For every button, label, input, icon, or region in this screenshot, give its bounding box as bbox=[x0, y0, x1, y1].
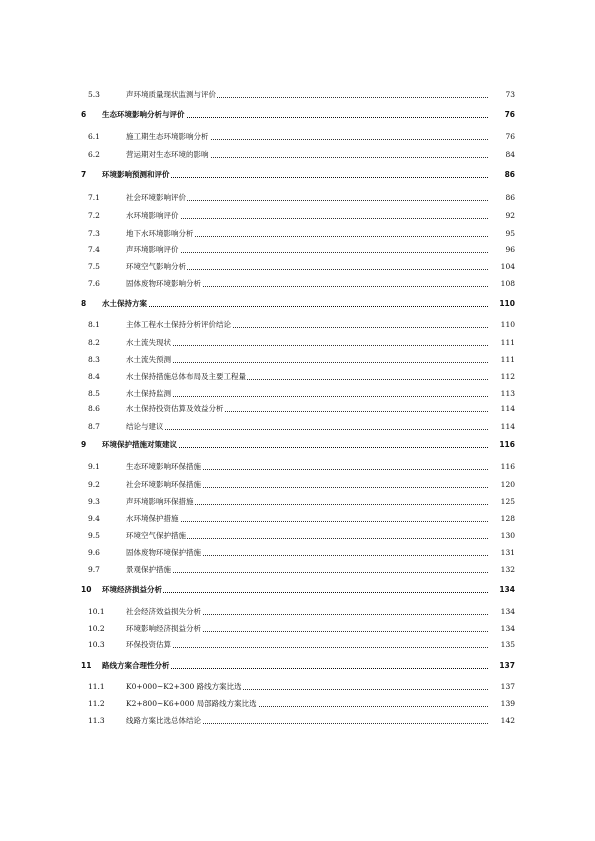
toc-page-number: 76 bbox=[488, 108, 515, 122]
toc-page-number: 114 bbox=[488, 402, 515, 416]
toc-entry-number: 7.6 bbox=[88, 279, 100, 288]
toc-entry-number: 9 bbox=[81, 440, 87, 449]
toc-entry-number: 8.1 bbox=[88, 320, 100, 329]
toc-page-number: 137 bbox=[488, 659, 515, 673]
toc-chapter-row[interactable] bbox=[0, 659, 595, 673]
toc-section-row[interactable] bbox=[0, 622, 595, 636]
toc-page-number: 84 bbox=[488, 148, 515, 162]
toc-entry-title: 环境空气保护措施 bbox=[126, 529, 187, 543]
toc-entry-title: 地下水环境影响分析 bbox=[126, 227, 195, 241]
toc-page-number: 108 bbox=[488, 277, 515, 291]
toc-entry-title: 声环境影响评价 bbox=[126, 243, 180, 257]
toc-entry-number: 7.2 bbox=[88, 211, 100, 220]
toc-entry-title: 社会环境影响环保措施 bbox=[126, 478, 202, 492]
toc-entry-title: 固体废物环境影响分析 bbox=[126, 277, 202, 291]
toc-section-row[interactable] bbox=[0, 387, 595, 401]
toc-entry-number: 9.3 bbox=[88, 497, 100, 506]
toc-chapter-row[interactable] bbox=[0, 583, 595, 597]
toc-entry-title: 水土保持措施总体布局及主要工程量 bbox=[126, 370, 247, 384]
toc-entry-title: K2+800~K6+000 局部路线方案比选 bbox=[126, 697, 258, 711]
toc-entry-title: 施工期生态环境影响分析 bbox=[126, 130, 210, 144]
toc-page-number: 86 bbox=[488, 168, 515, 182]
toc-entry-number: 7 bbox=[81, 170, 87, 179]
toc-chapter-row[interactable] bbox=[0, 168, 595, 182]
toc-entry-title: 声环境影响环保措施 bbox=[126, 495, 195, 509]
toc-page-number: 134 bbox=[488, 622, 515, 636]
toc-page-number: 116 bbox=[488, 460, 515, 474]
toc-section-row[interactable] bbox=[0, 336, 595, 350]
toc-entry-title: 生态环境影响分析与评价 bbox=[102, 108, 186, 122]
toc-section-row[interactable] bbox=[0, 546, 595, 560]
toc-entry-number: 5.3 bbox=[88, 90, 100, 99]
toc-entry-number: 8.4 bbox=[88, 372, 100, 381]
toc-chapter-row[interactable] bbox=[0, 108, 595, 122]
toc-section-row[interactable] bbox=[0, 563, 595, 577]
toc-page-number: 104 bbox=[488, 260, 515, 274]
toc-entry-number: 7.4 bbox=[88, 245, 100, 254]
toc-dot-leader bbox=[126, 572, 514, 573]
toc-section-row[interactable] bbox=[0, 478, 595, 492]
toc-section-row[interactable] bbox=[0, 420, 595, 434]
toc-entry-title: 环境保护措施对策建议 bbox=[102, 438, 178, 452]
toc-entry-number: 10.2 bbox=[88, 624, 105, 633]
toc-section-row[interactable] bbox=[0, 277, 595, 291]
toc-entry-number: 10 bbox=[81, 585, 92, 594]
toc-entry-title: 固体废物环境保护措施 bbox=[126, 546, 202, 560]
toc-entry-number: 9.1 bbox=[88, 462, 100, 471]
toc-entry-title: 水土流失预测 bbox=[126, 353, 172, 367]
toc-entry-title: 社会经济效益损失分析 bbox=[126, 605, 202, 619]
toc-page-number: 112 bbox=[488, 370, 515, 384]
toc-page-number: 131 bbox=[488, 546, 515, 560]
toc-page-number: 111 bbox=[488, 353, 515, 367]
toc-page-number: 135 bbox=[488, 638, 515, 652]
toc-entry-number: 6.1 bbox=[88, 132, 100, 141]
toc-section-row[interactable] bbox=[0, 680, 595, 694]
toc-page-number: 134 bbox=[488, 605, 515, 619]
toc-dot-leader bbox=[126, 345, 514, 346]
toc-entry-number: 7.5 bbox=[88, 262, 100, 271]
toc-section-row[interactable] bbox=[0, 130, 595, 144]
toc-section-row[interactable] bbox=[0, 495, 595, 509]
toc-entry-title: 生态环境影响环保措施 bbox=[126, 460, 202, 474]
toc-page-number: 114 bbox=[488, 420, 515, 434]
toc-entry-number: 8.6 bbox=[88, 404, 100, 413]
toc-entry-number: 7.1 bbox=[88, 193, 100, 202]
toc-page-number: 142 bbox=[488, 714, 515, 728]
toc-entry-number: 9.5 bbox=[88, 531, 100, 540]
toc-section-row[interactable] bbox=[0, 191, 595, 205]
toc-entry-number: 11 bbox=[81, 661, 92, 670]
toc-section-row[interactable] bbox=[0, 529, 595, 543]
toc-entry-title: 环境空气影响分析 bbox=[126, 260, 187, 274]
toc-page-number: 125 bbox=[488, 495, 515, 509]
toc-entry-number: 8.3 bbox=[88, 355, 100, 364]
toc-section-row[interactable] bbox=[0, 243, 595, 257]
toc-dot-leader bbox=[102, 592, 514, 593]
toc-page-number: 73 bbox=[488, 88, 515, 102]
toc-section-row[interactable] bbox=[0, 638, 595, 652]
toc-entry-title: 环保投资估算 bbox=[126, 638, 172, 652]
toc-dot-leader bbox=[126, 252, 514, 253]
toc-section-row[interactable] bbox=[0, 260, 595, 274]
toc-chapter-row[interactable] bbox=[0, 438, 595, 452]
toc-section-row[interactable] bbox=[0, 209, 595, 223]
toc-entry-number: 9.7 bbox=[88, 565, 100, 574]
toc-entry-number: 7.3 bbox=[88, 229, 100, 238]
toc-page-number: 86 bbox=[488, 191, 515, 205]
toc-section-row[interactable] bbox=[0, 88, 595, 102]
toc-page-number: 132 bbox=[488, 563, 515, 577]
toc-entry-number: 6.2 bbox=[88, 150, 100, 159]
toc-section-row[interactable] bbox=[0, 148, 595, 162]
toc-page-number: 111 bbox=[488, 336, 515, 350]
toc-entry-title: 水土流失现状 bbox=[126, 336, 172, 350]
toc-entry-number: 8.7 bbox=[88, 422, 100, 431]
toc-page-number: 113 bbox=[488, 387, 515, 401]
toc-dot-leader bbox=[102, 306, 514, 307]
toc-entry-title: 景观保护措施 bbox=[126, 563, 172, 577]
toc-entry-title: K0+000~K2+300 路线方案比选 bbox=[126, 680, 243, 694]
toc-page-number: 120 bbox=[488, 478, 515, 492]
toc-entry-number: 8.2 bbox=[88, 338, 100, 347]
toc-page-number: 95 bbox=[488, 227, 515, 241]
toc-entry-number: 11.2 bbox=[88, 699, 105, 708]
toc-entry-number: 8.5 bbox=[88, 389, 100, 398]
toc-section-row[interactable] bbox=[0, 227, 595, 241]
toc-section-row[interactable] bbox=[0, 605, 595, 619]
toc-entry-title: 水土保持监测 bbox=[126, 387, 172, 401]
toc-dot-leader bbox=[126, 429, 514, 430]
toc-entry-title: 环境经济损益分析 bbox=[102, 583, 163, 597]
toc-entry-number: 10.1 bbox=[88, 607, 105, 616]
toc-entry-title: 水环境影响评价 bbox=[126, 209, 180, 223]
toc-page-number: 110 bbox=[488, 318, 515, 332]
toc-page-number: 116 bbox=[488, 438, 515, 452]
toc-section-row[interactable] bbox=[0, 714, 595, 728]
toc-dot-leader bbox=[126, 521, 514, 522]
toc-dot-leader bbox=[126, 218, 514, 219]
toc-dot-leader bbox=[126, 362, 514, 363]
toc-page-number: 139 bbox=[488, 697, 515, 711]
toc-page-number: 92 bbox=[488, 209, 515, 223]
toc-section-row[interactable] bbox=[0, 370, 595, 384]
toc-section-row[interactable] bbox=[0, 460, 595, 474]
toc-entry-title: 声环境质量现状监测与评价 bbox=[126, 88, 217, 102]
toc-chapter-row[interactable] bbox=[0, 297, 595, 311]
toc-entry-number: 10.3 bbox=[88, 640, 105, 649]
toc-page-number: 110 bbox=[488, 297, 515, 311]
toc-entry-number: 11.1 bbox=[88, 682, 105, 691]
toc-entry-number: 9.2 bbox=[88, 480, 100, 489]
toc-entry-number: 9.4 bbox=[88, 514, 100, 523]
toc-section-row[interactable] bbox=[0, 353, 595, 367]
toc-section-row[interactable] bbox=[0, 697, 595, 711]
toc-dot-leader bbox=[126, 647, 514, 648]
toc-entry-title: 路线方案合理性分析 bbox=[102, 659, 171, 673]
toc-entry-title: 结论与建议 bbox=[126, 420, 165, 434]
toc-page-number: 76 bbox=[488, 130, 515, 144]
toc-page-number: 130 bbox=[488, 529, 515, 543]
toc-entry-title: 水土保持方案 bbox=[102, 297, 148, 311]
toc-page-number: 96 bbox=[488, 243, 515, 257]
toc-page-number: 134 bbox=[488, 583, 515, 597]
toc-entry-number: 8 bbox=[81, 299, 87, 308]
toc-section-row[interactable] bbox=[0, 402, 595, 416]
toc-entry-title: 营运期对生态环境的影响 bbox=[126, 148, 210, 162]
toc-entry-title: 水土保持投资估算及效益分析 bbox=[126, 402, 225, 416]
toc-entry-title: 线路方案比选总体结论 bbox=[126, 714, 202, 728]
toc-entry-title: 环境影响预测和评价 bbox=[102, 168, 171, 182]
toc-section-row[interactable] bbox=[0, 512, 595, 526]
toc-entry-number: 11.3 bbox=[88, 716, 105, 725]
toc-dot-leader bbox=[126, 396, 514, 397]
toc-entry-title: 社会环境影响评价 bbox=[126, 191, 187, 205]
toc-entry-number: 9.6 bbox=[88, 548, 100, 557]
toc-entry-title: 环境影响经济损益分析 bbox=[126, 622, 202, 636]
toc-entry-number: 6 bbox=[81, 110, 87, 119]
toc-section-row[interactable] bbox=[0, 318, 595, 332]
toc-entry-title: 水环境保护措施 bbox=[126, 512, 180, 526]
toc-entry-title: 主体工程水土保持分析评价结论 bbox=[126, 318, 232, 332]
toc-page-number: 137 bbox=[488, 680, 515, 694]
toc-page-number: 128 bbox=[488, 512, 515, 526]
